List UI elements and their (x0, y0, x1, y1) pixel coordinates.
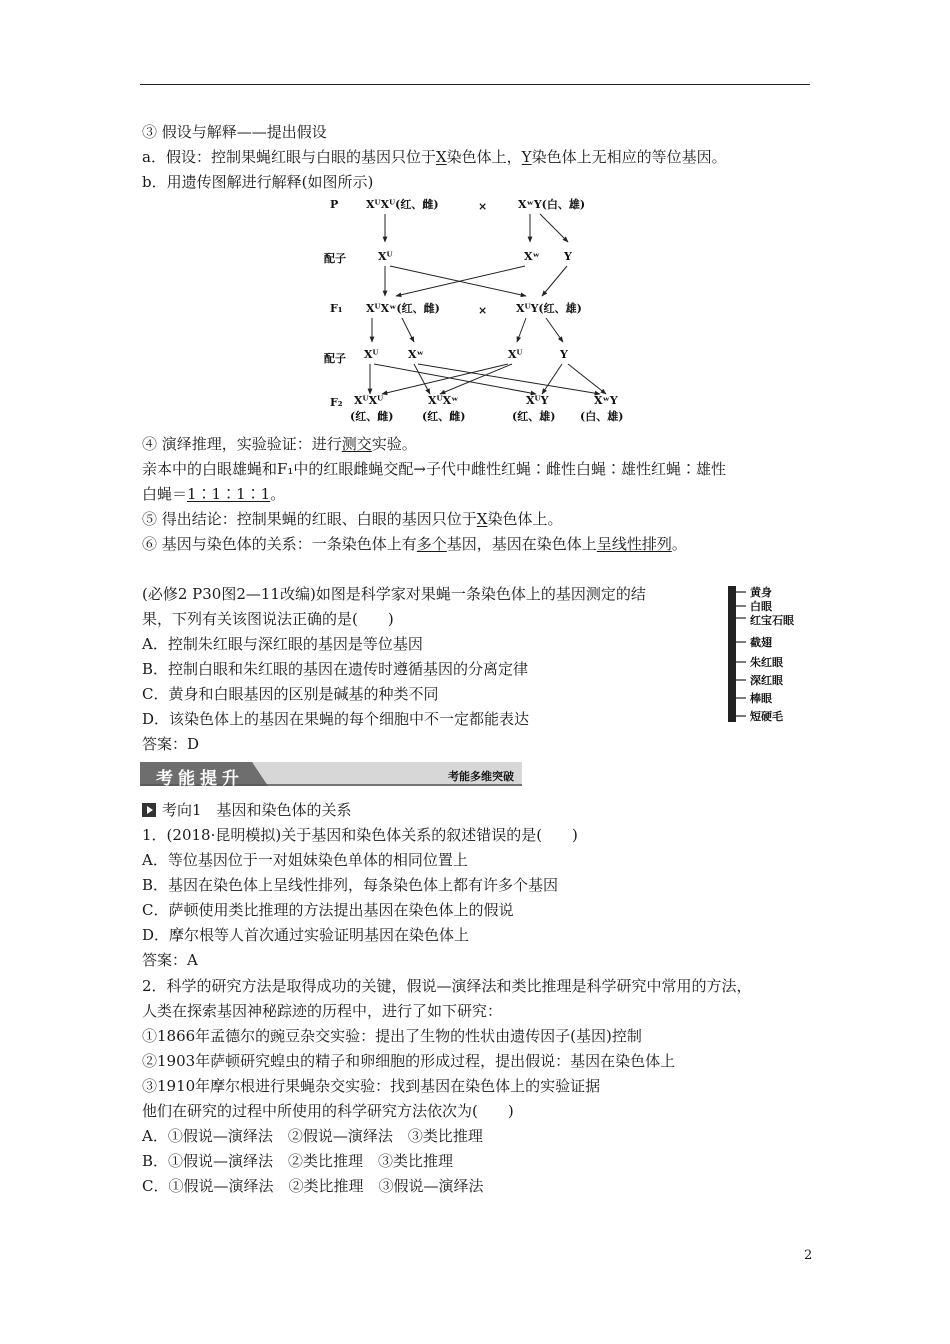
q0-option-a: A．控制朱红眼与深红眼的基因是等位基因 (142, 635, 423, 653)
step4-line3: 白蝇＝1∶1∶1∶1。 (142, 485, 286, 503)
p-label: P (330, 198, 339, 211)
q1-option-d: D．摩尔根等人首次通过实验证明基因在染色体上 (142, 926, 470, 944)
header-rule (140, 84, 810, 85)
q2-option-c: C．①假说—演绎法 ②类比推理 ③假说—演绎法 (142, 1177, 484, 1195)
step3-diagram-intro: b．用遗传图解进行解释(如图所示) (142, 173, 374, 191)
q0-stem-1: (必修2 P30图2—11改编)如图是科学家对果蝇一条染色体上的基因测定的结 (142, 585, 646, 603)
step4-title: ④ 演绎推理，实验验证：进行测交实验。 (142, 435, 417, 453)
gene-label: 红宝石眼 (750, 614, 794, 627)
q2-study-1: ①1866年孟德尔的豌豆杂交实验：提出了生物的性状由遗传因子(基因)控制 (142, 1027, 642, 1045)
step3-hypothesis: a．假设：控制果蝇红眼与白眼的基因只位于X染色体上，Y染色体上无相应的等位基因。 (142, 148, 727, 166)
gamete-label-1: 配子 (324, 252, 346, 265)
gene-label: 棒眼 (750, 692, 772, 705)
q0-answer: 答案：D (142, 735, 200, 753)
section-heading: 考向1 基因和染色体的关系 (142, 800, 352, 820)
chromosome-bar (728, 586, 736, 722)
step5: ⑤ 得出结论：控制果蝇的红眼、白眼的基因只位于X染色体上。 (142, 510, 563, 528)
f1-label: F₁ (330, 302, 343, 315)
q0-option-b: B．控制白眼和朱红眼的基因在遗传时遵循基因的分离定律 (142, 660, 529, 678)
gamete-label-2: 配子 (324, 352, 346, 365)
gamete-p3: Y (564, 250, 572, 263)
f2-genotype-4: XʷY (594, 394, 618, 407)
f2-phenotype-1: (红、雌) (350, 410, 394, 423)
q2-stem-2: 人类在探索基因神秘踪迹的历程中，进行了如下研究： (142, 1002, 503, 1020)
q2-option-a: A．①假说—演绎法 ②假说—演绎法 ③类比推理 (142, 1127, 483, 1145)
q0-option-d: D．该染色体上的基因在果蝇的每个细胞中不一定都能表达 (142, 710, 530, 728)
q1-stem: 1．(2018·昆明模拟)关于基因和染色体关系的叙述错误的是( ) (142, 826, 578, 844)
q2-stem-1: 2．科学的研究方法是取得成功的关键，假说—演绎法和类比推理是科学研究中常用的方法， (142, 977, 752, 995)
f2-label: F₂ (330, 396, 343, 409)
gamete-f1-3: Xᵂ (508, 348, 523, 361)
q1-option-a: A．等位基因位于一对姐妹染色单体的相同位置上 (142, 851, 468, 869)
gene-label: 深红眼 (750, 674, 783, 687)
genetic-cross-diagram (310, 190, 640, 430)
gene-label: 短硬毛 (750, 710, 783, 723)
gamete-p1: Xᵂ (378, 250, 393, 263)
q2-option-b: B．①假说—演绎法 ②类比推理 ③类比推理 (142, 1152, 454, 1170)
gene-label: 朱红眼 (750, 656, 783, 669)
f2-genotype-3: XᵂY (526, 394, 549, 407)
p-female: XᵂXᵂ(红、雌) (366, 198, 439, 211)
f2-phenotype-2: (红、雌) (422, 410, 466, 423)
banner-title: 考能提升 (156, 769, 244, 789)
step3-title: ③ 假设与解释——提出假设 (142, 123, 327, 141)
f2-genotype-1: XᵂXᵂ (354, 394, 384, 407)
f2-phenotype-3: (红、雄) (512, 410, 556, 423)
q1-option-b: B．基因在染色体上呈线性排列，每条染色体上都有许多个基因 (142, 876, 559, 894)
gamete-f1-2: Xʷ (408, 348, 424, 361)
gene-label: 截翅 (750, 636, 772, 649)
play-icon (142, 803, 156, 817)
gamete-f1-4: Y (560, 348, 568, 361)
gene-label: 黄身 (750, 586, 772, 599)
gamete-p2: Xʷ (524, 250, 540, 263)
p-male: XʷY(白、雄) (518, 198, 586, 211)
cross-symbol-f1: × (478, 304, 488, 317)
banner-subtitle: 考能多维突破 (448, 770, 514, 783)
cross-symbol-p: × (478, 200, 488, 213)
q2-study-2: ②1903年萨顿研究蝗虫的精子和卵细胞的形成过程，提出假说：基因在染色体上 (142, 1052, 676, 1070)
q2-ask: 他们在研究的过程中所使用的科学研究方法依次为( ) (142, 1102, 514, 1120)
f1-male: XᵂY(红、雄) (516, 302, 582, 315)
step6: ⑥ 基因与染色体的关系：一条染色体上有多个基因，基因在染色体上呈线性排列。 (142, 535, 687, 553)
gene-label: 白眼 (750, 600, 772, 613)
q0-option-c: C．黄身和白眼基因的区别是碱基的种类不同 (142, 685, 439, 703)
f1-female: XᵂXʷ(红、雌) (366, 302, 440, 315)
q1-option-c: C．萨顿使用类比推理的方法提出基因在染色体上的假说 (142, 901, 514, 919)
gamete-f1-1: Xᵂ (364, 348, 379, 361)
q0-stem-2: 果，下列有关该图说法正确的是( ) (142, 610, 394, 628)
q2-study-3: ③1910年摩尔根进行果蝇杂交实验：找到基因在染色体上的实验证据 (142, 1077, 601, 1095)
section-banner (140, 762, 522, 789)
chromosome-gene-map (726, 584, 816, 726)
step4-line2: 亲本中的白眼雄蝇和F₁中的红眼雌蝇交配→子代中雌性红蝇∶雌性白蝇∶雄性红蝇∶雄性 (142, 460, 726, 478)
f2-genotype-2: XᵂXʷ (428, 394, 459, 407)
q1-answer: 答案：A (142, 951, 198, 969)
page-number: 2 (804, 1248, 813, 1263)
f2-phenotype-4: (白、雄) (580, 410, 624, 423)
